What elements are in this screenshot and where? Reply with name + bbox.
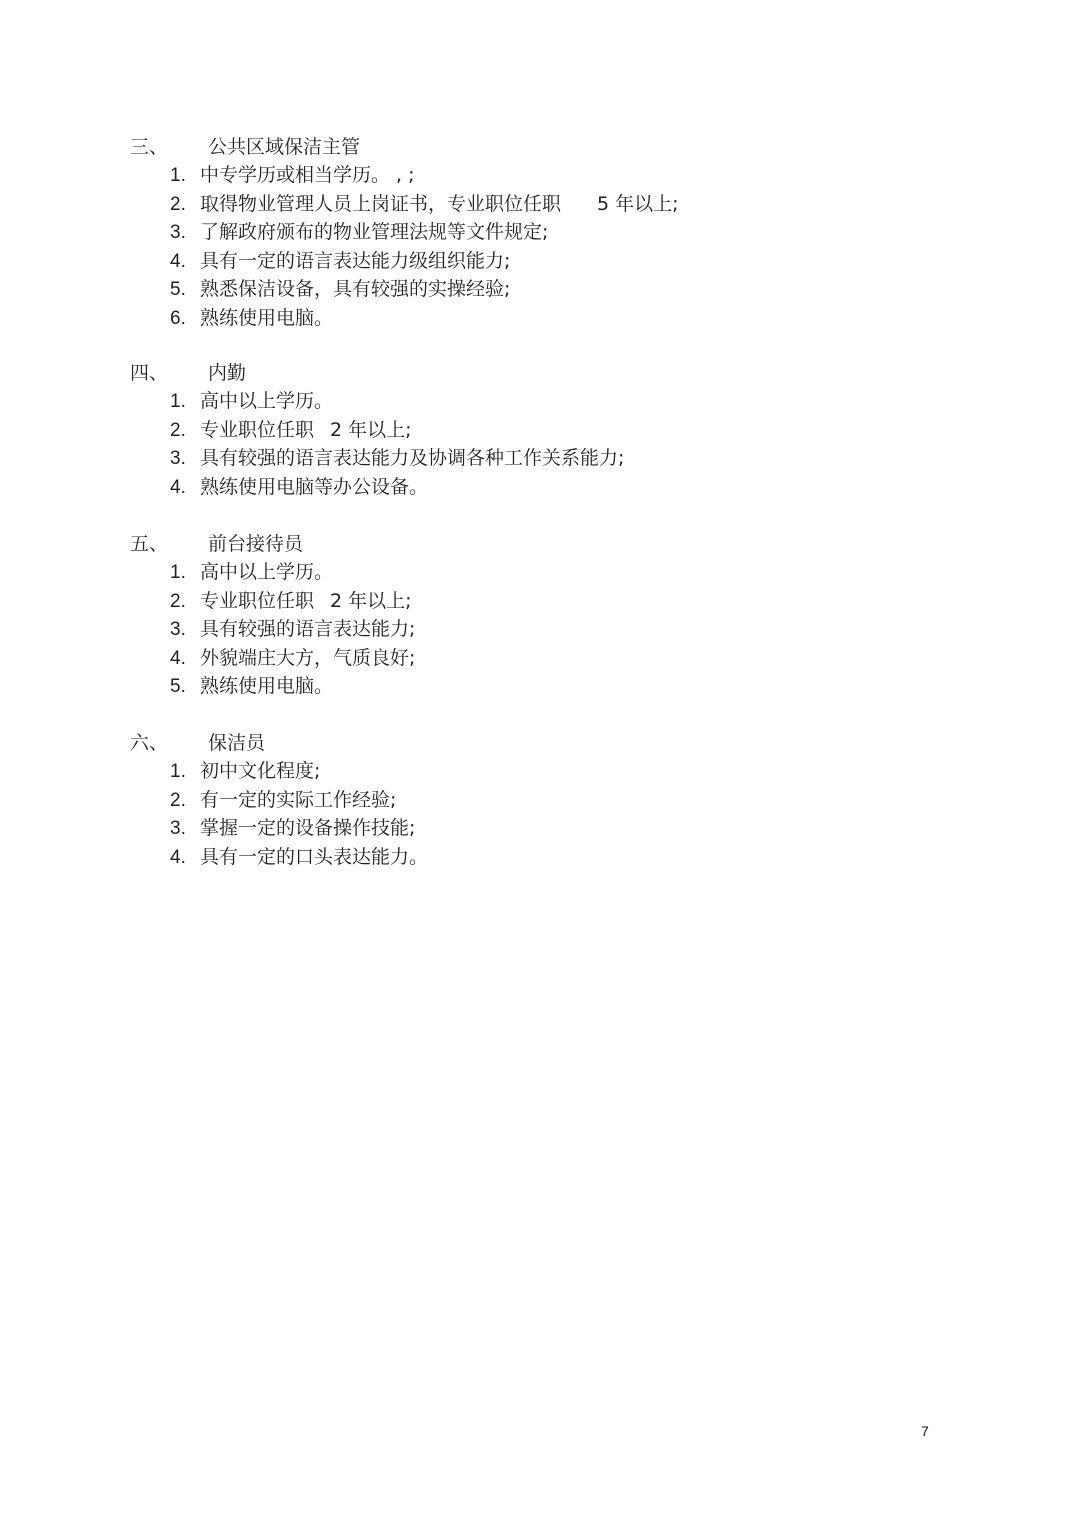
item-index: 6. (170, 307, 186, 329)
section-public-area-cleaning-supervisor (130, 133, 930, 332)
section-title: 前台接待员 (208, 533, 304, 555)
item-text: 掌握一定的设备操作技能; (200, 817, 416, 839)
list-item (170, 672, 930, 701)
list-item (170, 247, 930, 276)
list-item (170, 218, 930, 247)
requirements-list (130, 161, 930, 332)
item-index: 1. (170, 165, 186, 186)
item-text: 专业职位任职 (200, 418, 315, 441)
item-text-continued: 2 年以上; (330, 418, 412, 441)
item-text-continued: 5 年以上; (597, 192, 679, 215)
item-index: 3. (170, 818, 186, 839)
item-text: 了解政府颁布的物业管理法规等文件规定; (200, 221, 549, 243)
section-front-desk-receptionist (130, 530, 930, 701)
requirements-list (130, 757, 930, 871)
list-item (170, 558, 930, 587)
item-index: 5. (170, 676, 186, 697)
item-text: 具有一定的口头表达能力。 (200, 845, 429, 868)
item-index: 1. (170, 391, 186, 412)
section-office-staff (130, 359, 930, 501)
list-item (170, 644, 930, 673)
list-item (170, 615, 930, 644)
requirements-list (130, 387, 930, 501)
section-number: 五、 (130, 533, 169, 555)
item-index: 5. (170, 279, 186, 300)
section-heading (130, 359, 930, 387)
item-text: 外貌端庄大方，气质良好; (200, 646, 416, 669)
item-index: 3. (170, 222, 186, 243)
section-title: 公共区域保洁主管 (208, 136, 361, 158)
item-index: 4. (170, 846, 186, 868)
section-title: 保洁员 (208, 732, 266, 754)
list-item (170, 275, 930, 304)
list-item (170, 473, 930, 502)
section-number: 三、 (130, 136, 169, 158)
item-text: 有一定的实际工作经验; (200, 788, 397, 811)
item-text: 中专学历或相当学历。 , ; (200, 164, 415, 186)
section-cleaner (130, 729, 930, 871)
item-index: 2. (170, 419, 186, 441)
item-index: 2. (170, 193, 186, 215)
item-text: 高中以上学历。 (200, 390, 334, 412)
item-index: 1. (170, 562, 186, 583)
item-index: 4. (170, 250, 186, 272)
item-text: 熟悉保洁设备，具有较强的实操经验; (200, 278, 511, 300)
item-index: 3. (170, 448, 186, 469)
list-item (170, 387, 930, 416)
list-item (170, 814, 930, 843)
section-number: 六、 (130, 732, 169, 754)
item-text: 专业职位任职 (200, 589, 315, 612)
item-text: 取得物业管理人员上岗证书，专业职位任职 (200, 192, 562, 215)
item-text: 熟练使用电脑。 (200, 675, 334, 697)
section-title: 内勤 (208, 362, 247, 384)
list-item (170, 786, 930, 815)
item-index: 3. (170, 619, 186, 640)
list-item (170, 587, 930, 616)
list-item (170, 757, 930, 786)
list-item (170, 444, 930, 473)
item-text: 熟练使用电脑。 (200, 306, 334, 329)
list-item (170, 304, 930, 333)
list-item (170, 161, 930, 190)
list-item (170, 843, 930, 872)
item-index: 4. (170, 476, 186, 498)
list-item (170, 190, 930, 219)
requirements-list (130, 558, 930, 701)
section-number: 四、 (130, 362, 169, 384)
item-index: 4. (170, 647, 186, 669)
item-text: 具有一定的语言表达能力级组织能力; (200, 249, 511, 272)
section-heading (130, 729, 930, 757)
item-text: 具有较强的语言表达能力; (200, 618, 416, 640)
item-index: 2. (170, 590, 186, 612)
item-text: 具有较强的语言表达能力及协调各种工作关系能力; (200, 447, 625, 469)
section-heading (130, 133, 930, 161)
item-text-continued: 2 年以上; (330, 589, 412, 612)
item-index: 1. (170, 761, 186, 782)
page-number: 7 (921, 1423, 929, 1439)
item-text: 熟练使用电脑等办公设备。 (200, 475, 429, 498)
list-item (170, 416, 930, 445)
item-text: 高中以上学历。 (200, 561, 334, 583)
section-heading (130, 530, 930, 558)
item-index: 2. (170, 789, 186, 811)
item-text: 初中文化程度; (200, 760, 321, 782)
